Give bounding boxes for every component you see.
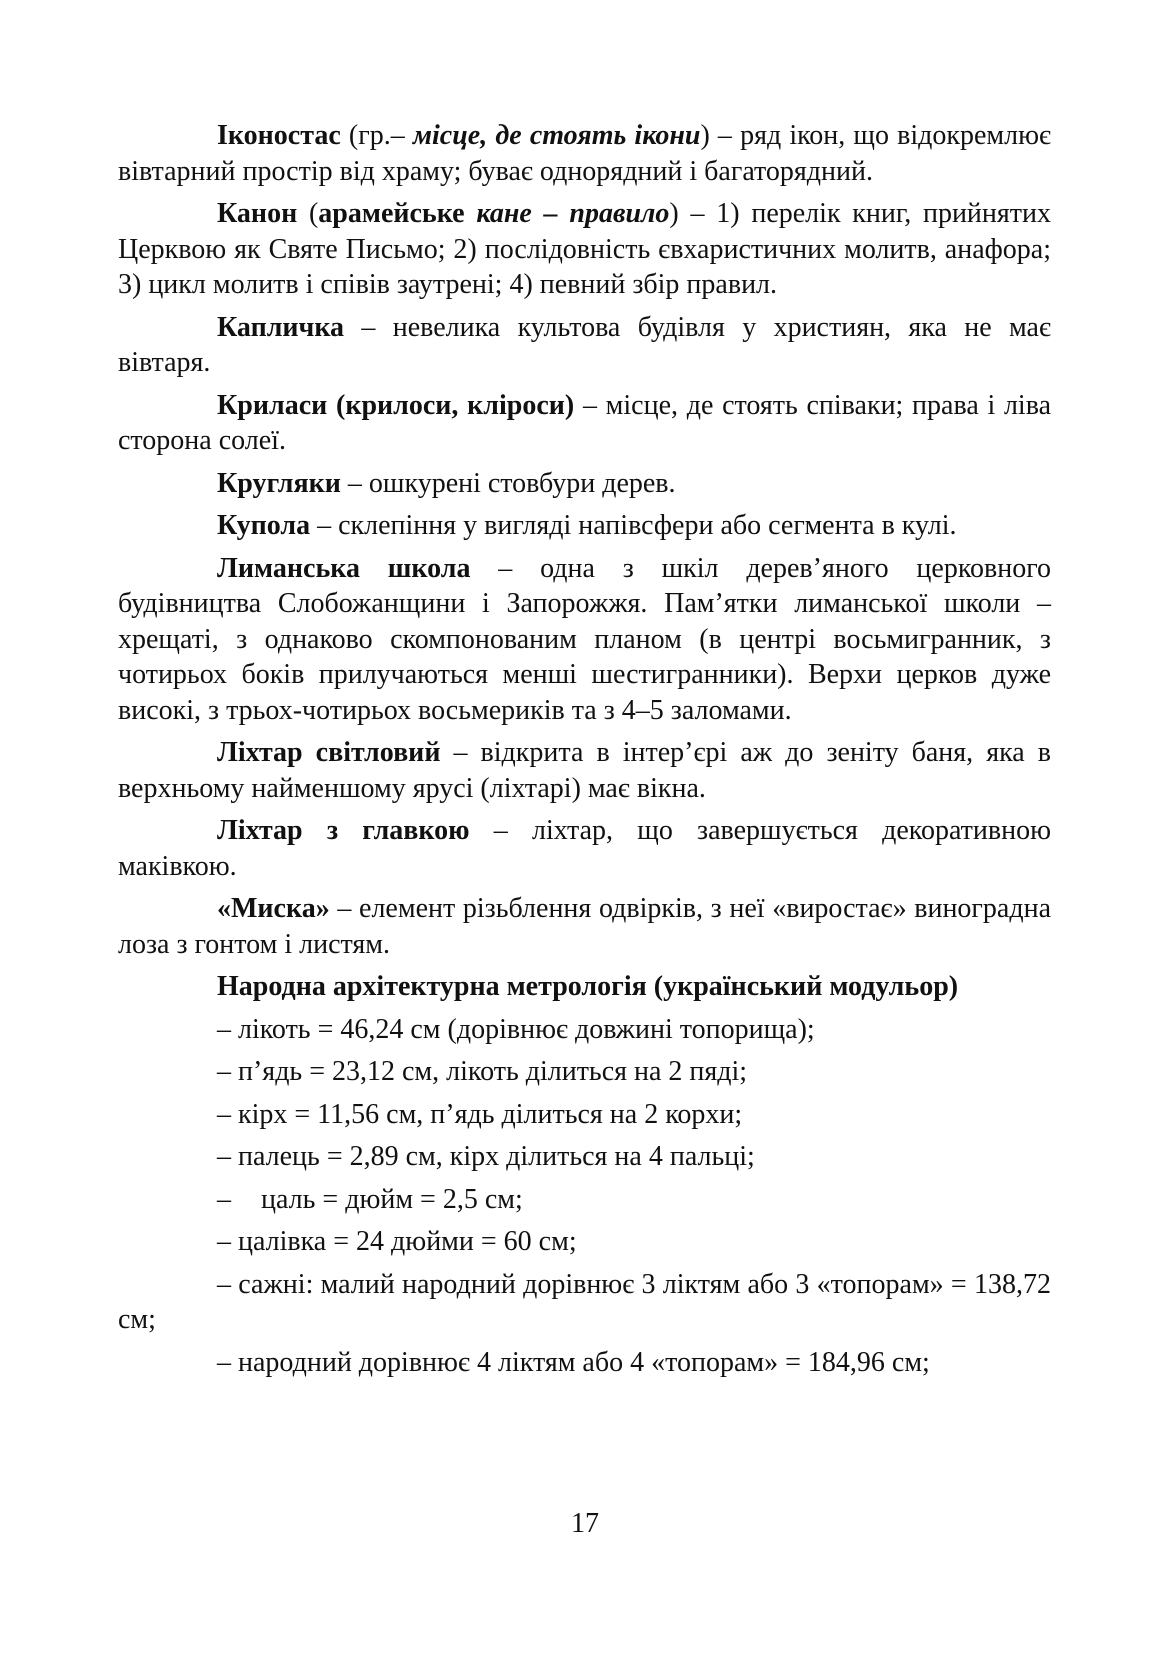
page-content (118, 118, 1051, 1387)
term: Лиманська школа (217, 552, 471, 584)
entry-domes: Купола – склепіння у вигляді напівсфери або сегмента в кулі. (217, 510, 957, 541)
entry-light-lantern: Ліхтар світловий – відкрита в інтер’єрі аж до зеніту баня, яка в верхньому найменшому ярусі (ліхтарі) має вікна. (118, 737, 1051, 804)
term: Купола (217, 510, 311, 541)
term: «Миска» (217, 893, 330, 924)
metrology-item-kirkh: – кірх = 11,56 см, п’ядь ділиться на 2 корхи; (217, 1098, 743, 1130)
entry-iconostasis: Іконостас (гр.– місце, де стоять ікони) – ряд ікон, що відокремлює вівтарний простір від храму; буває однорядний і багаторядний. (118, 120, 1052, 187)
metrology-heading: Народна архітектурна метрологія (український модульор) (217, 971, 959, 1002)
metrology-item-tsalivka: – цалівка = 24 дюйми = 60 см; (217, 1226, 577, 1257)
metrology-item-tsal: – цаль = дюйм = 2,5 см; (217, 1183, 523, 1215)
entry-chapel: Капличка – невелика культова будівля у християн, яка не має вівтаря. (118, 311, 1051, 378)
page-number: 17 (571, 1508, 599, 1539)
entry-kliros: Криласи (крилоси, кліроси) – місце, де стоять співаки; права і ліва сторона солеї. (118, 389, 1051, 456)
term: Іконостас (217, 120, 341, 151)
metrology-item-small-fathom: – сажні: малий народний дорівнює 3 ліктям або 3 «топорам» = 138,72 см; (118, 1268, 1051, 1335)
metrology-item-finger: – палець = 2,89 см, кірх ділиться на 4 пальці; (217, 1141, 755, 1172)
term: Капличка (217, 311, 345, 343)
entry-bowl: «Миска» – елемент різьблення одвірків, з неї «виростає» виноградна лоза з гонтом і листям. (118, 893, 1051, 960)
term-translation: місце, де стоять ікони (412, 120, 701, 151)
entry-lantern-cupola: Ліхтар з главкою – ліхтар, що завершується декоративною маківкою. (118, 815, 1052, 882)
term: Ліхтар світловий (217, 737, 441, 768)
term: Ліхтар з главкою (217, 815, 470, 846)
metrology-item-elbow: – лікоть = 46,24 см (дорівнює довжині топорища); (217, 1013, 815, 1045)
entry-canon: Канон (арамейське кане – правило) – 1) перелік книг, прийнятих Церквою як Святе Письмо; 2) послідовність євхаристичних молитв, анафора; 3) цикл молитв і співів заутрені; 4) певний збір правил. (118, 198, 1052, 300)
metrology-item-folk-fathom: – народний дорівнює 4 ліктям або 4 «топорам» = 184,96 см; (217, 1346, 930, 1378)
entry-logs: Кругляки – ошкурені стовбури дерев. (217, 467, 676, 499)
term-translation: кане – правило (476, 198, 670, 229)
entry-lyman-school: Лиманська школа – одна з шкіл дерев’яного церковного будівництва Слобожанщини і Запорожжя. Пам’ятки лиманської школи – хрещаті, з однаково скомпонованим планом (в центрі восьмигранник, з чотирьох боків прилучаються менші шестигранники). Верхи церков дуже високі, з трьох-чотирьох восьмериків та з 4–5 заломами. (118, 552, 1051, 726)
term: Кругляки (217, 467, 341, 499)
term: Криласи (крилоси, кліроси) (217, 389, 575, 421)
metrology-item-span: – п’ядь = 23,12 см, лікоть ділиться на 2 пяді; (217, 1056, 748, 1087)
term: Канон (217, 198, 298, 229)
